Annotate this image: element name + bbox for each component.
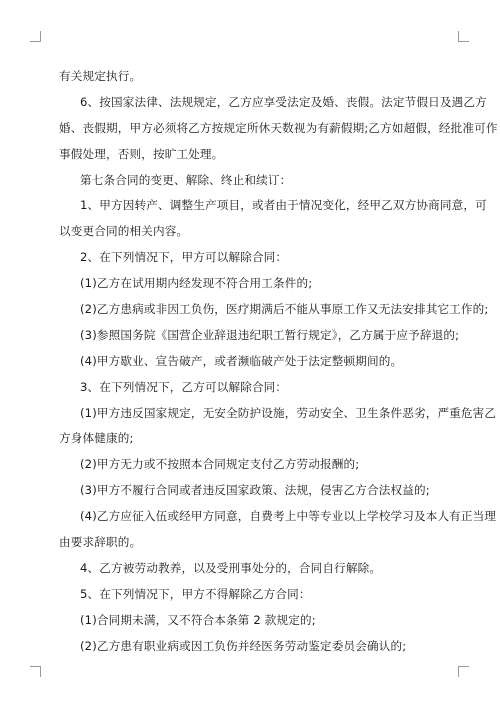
- list-item: (2)乙方患有职业病或因工负伤并经医务劳动鉴定委员会确认的;: [80, 638, 407, 653]
- text-line: 事假处理，否则，按旷工处理。: [59, 146, 224, 161]
- list-item: (2)乙方患病或非因工负伤，医疗期满后不能从事原工作又无法安排其它工作的;: [80, 302, 489, 317]
- paragraph-line: 6、按国家法律、法规规定，乙方应享受法定及婚、丧假。法定节假日及遇乙方: [80, 94, 487, 109]
- list-item: (3)甲方不履行合同或者违反国家政策、法规，侵害乙方合法权益的;: [80, 483, 430, 498]
- crop-mark-bottom-right: [458, 666, 469, 677]
- document-body: [59, 64, 498, 659]
- text-line: 由要求辞职的。: [59, 535, 142, 550]
- crop-mark-bottom-left: [30, 666, 41, 677]
- list-item: (2)甲方无力或不按照本合同规定支付乙方劳动报酬的;: [80, 457, 360, 472]
- list-item: (3)参照国务院《国营企业辞退违纪职工暂行规定》，乙方属于应予辞退的;: [80, 327, 460, 342]
- paragraph-line: 3、在下列情况下，乙方可以解除合同：: [80, 379, 288, 394]
- text-line: 有关规定执行。: [59, 69, 142, 83]
- text-line: 以变更合同的相关内容。: [59, 224, 189, 239]
- section-heading: 第七条合同的变更、解除、终止和续订：: [80, 172, 292, 187]
- list-item: (1)合同期未满，又不符合本条第 2 款规定的;: [80, 612, 316, 627]
- paragraph-line: 1、甲方因转产、调整生产项目，或者由于情况变化，经甲乙双方协商同意，可: [80, 198, 487, 213]
- text-line: 婚、丧假期，甲方必须将乙方按规定所休天数视为有薪假期;乙方如超假，经批准可作: [59, 120, 498, 135]
- paragraph-line: 2、在下列情况下，甲方可以解除合同：: [80, 250, 288, 265]
- list-item: (4)乙方应征入伍或经甲方同意，自费考上中等专业以上学校学习及本人有正当理: [80, 509, 497, 524]
- list-item: (1)甲方违反国家规定，无安全防护设施，劳动安全、卫生条件恶劣，严重危害乙: [80, 405, 497, 420]
- crop-mark-top-left: [30, 31, 41, 42]
- text-line: 方身体健康的;: [59, 431, 134, 446]
- crop-mark-top-right: [458, 31, 469, 42]
- list-item: (4)甲方歇业、宣告破产，或者濒临破产处于法定整顿期间的。: [80, 353, 403, 368]
- paragraph-line: 5、在下列情况下，甲方不得解除乙方合同：: [80, 586, 311, 601]
- list-item: (1)乙方在试用期内经发现不符合用工条件的;: [80, 276, 313, 291]
- paragraph-line: 4、乙方被劳动教养，以及受刑事处分的，合同自行解除。: [80, 560, 382, 575]
